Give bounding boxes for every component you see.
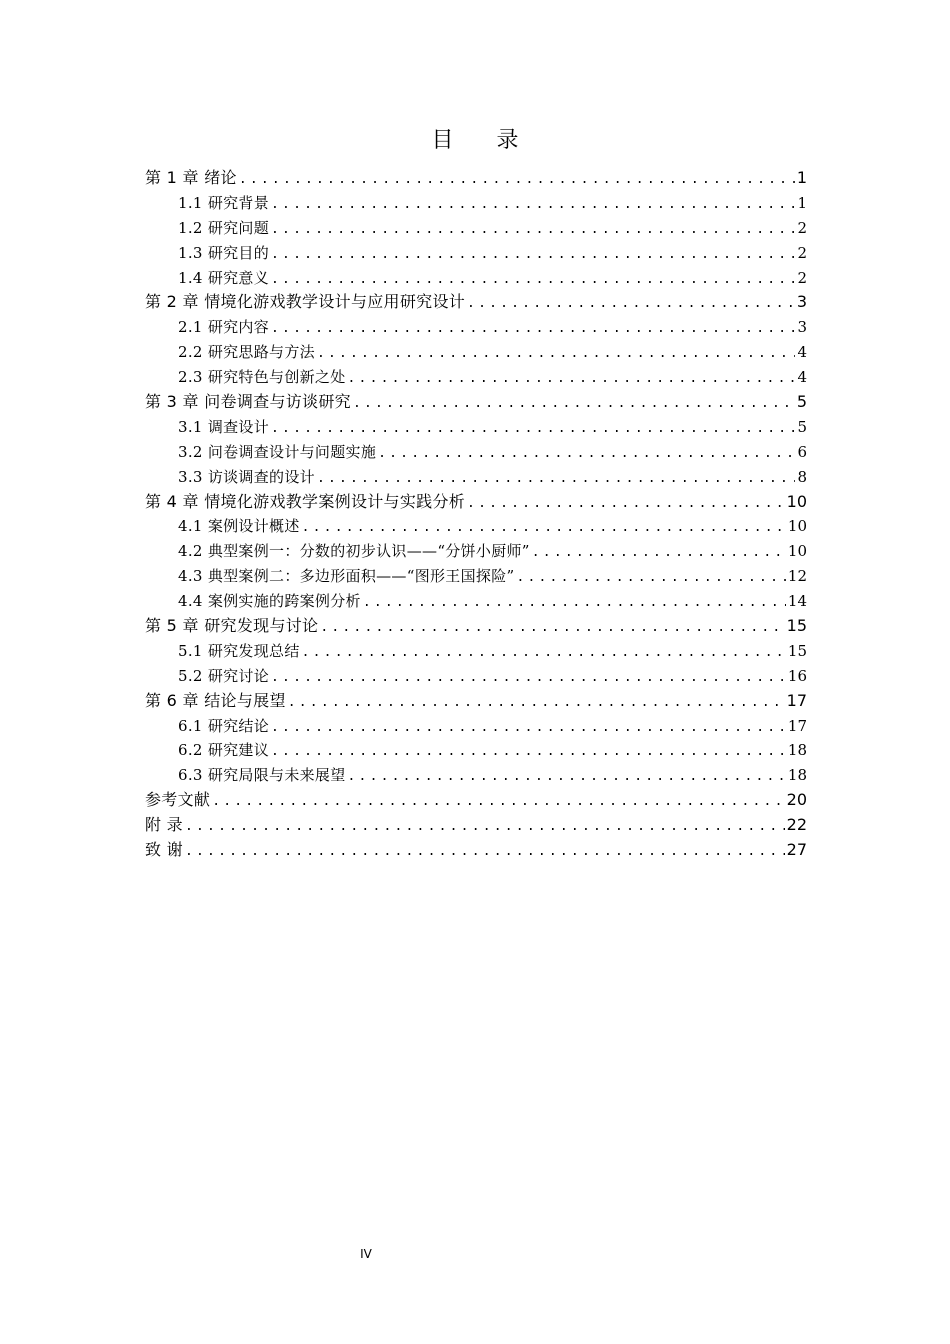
toc-section-entry[interactable] <box>145 241 807 266</box>
toc-entry-page-number: 15 <box>787 641 807 660</box>
toc-chapter-entry[interactable] <box>145 689 807 714</box>
toc-entry-page-number: 20 <box>786 790 807 810</box>
toc-dot-leader <box>317 342 796 367</box>
toc-section-entry[interactable] <box>145 539 807 564</box>
toc-dot-leader <box>516 566 785 591</box>
toc-dot-leader <box>185 815 785 840</box>
toc-section-entry[interactable] <box>145 465 807 490</box>
toc-dot-leader <box>467 492 785 517</box>
toc-entry-label: 第 4 章 情境化游戏教学案例设计与实践分析 <box>145 491 466 511</box>
toc-chapter-entry[interactable] <box>145 838 807 863</box>
toc-chapter-entry[interactable] <box>145 813 807 838</box>
toc-entry-page-number: 3 <box>796 292 807 312</box>
toc-entry-page-number: 1 <box>797 193 807 212</box>
toc-chapter-entry[interactable] <box>145 490 807 515</box>
toc-chapter-entry[interactable] <box>145 390 807 415</box>
toc-section-entry[interactable] <box>145 763 807 788</box>
toc-entry-label: 3.3 访谈调查的设计 <box>178 467 315 486</box>
toc-section-entry[interactable] <box>145 714 807 739</box>
toc-entry-page-number: 8 <box>797 467 807 486</box>
toc-dot-leader <box>288 691 785 716</box>
toc-section-entry[interactable] <box>145 216 807 241</box>
toc-dot-leader <box>302 516 786 541</box>
toc-section-entry[interactable] <box>145 564 807 589</box>
toc-dot-leader <box>348 765 786 790</box>
toc-dot-leader <box>239 168 795 193</box>
toc-entry-page-number: 2 <box>797 218 807 237</box>
toc-entry-page-number: 12 <box>787 567 807 586</box>
toc-entry-label: 附 录 <box>145 815 183 835</box>
toc-entry-page-number: 15 <box>786 616 807 636</box>
toc-entry-label: 6.1 研究结论 <box>178 716 270 735</box>
toc-entry-label: 2.2 研究思路与方法 <box>178 343 315 362</box>
toc-entry-page-number: 17 <box>787 716 807 735</box>
toc-section-entry[interactable] <box>145 514 807 539</box>
toc-entry-label: 1.4 研究意义 <box>178 268 270 287</box>
toc-entry-page-number: 18 <box>787 766 807 785</box>
toc-entry-page-number: 1 <box>796 168 807 187</box>
toc-entry-label: 第 1 章 绪论 <box>145 168 237 187</box>
toc-entry-page-number: 10 <box>787 517 807 536</box>
toc-title: 目 录 <box>431 128 537 153</box>
toc-dot-leader <box>317 467 796 492</box>
toc-entry-label: 第 3 章 问卷调查与访谈研究 <box>145 392 351 412</box>
page-number: IV <box>360 1247 372 1261</box>
toc-dot-leader <box>348 367 796 392</box>
toc-dot-leader <box>271 218 795 243</box>
toc-entry-page-number: 22 <box>786 815 807 835</box>
toc-section-entry[interactable] <box>145 639 807 664</box>
toc-entry-page-number: 5 <box>797 417 807 436</box>
toc-dot-leader <box>212 790 784 815</box>
toc-dot-leader <box>363 591 786 616</box>
toc-entry-label: 参考文献 <box>145 790 211 810</box>
toc-section-entry[interactable] <box>145 415 807 440</box>
toc-entry-label: 2.1 研究内容 <box>178 318 270 337</box>
toc-entry-label: 3.2 问卷调查设计与问题实施 <box>178 442 377 461</box>
toc-entry-page-number: 4 <box>797 343 807 362</box>
toc-dot-leader <box>271 417 795 442</box>
toc-entry-label: 2.3 研究特色与创新之处 <box>178 368 346 387</box>
toc-section-entry[interactable] <box>145 191 807 216</box>
toc-chapter-entry[interactable] <box>145 166 807 191</box>
toc-entry-page-number: 10 <box>786 491 807 511</box>
toc-entry-label: 4.1 案例设计概述 <box>178 517 300 536</box>
toc-chapter-entry[interactable] <box>145 788 807 813</box>
toc-section-entry[interactable] <box>145 738 807 763</box>
toc-entry-page-number: 6 <box>797 442 807 461</box>
toc-dot-leader <box>271 317 795 342</box>
toc-section-entry[interactable] <box>145 266 807 291</box>
toc-section-entry[interactable] <box>145 589 807 614</box>
toc-section-entry[interactable] <box>145 440 807 465</box>
toc-section-entry[interactable] <box>145 315 807 340</box>
toc-entry-label: 第 2 章 情境化游戏教学设计与应用研究设计 <box>145 292 466 312</box>
toc-dot-leader <box>271 740 786 765</box>
toc-entry-page-number: 17 <box>786 690 807 710</box>
toc-section-entry[interactable] <box>145 340 807 365</box>
toc-dot-leader <box>271 243 795 268</box>
toc-dot-leader <box>185 840 785 865</box>
toc-entry-label: 致 谢 <box>145 840 183 860</box>
toc-entry-label: 4.2 典型案例一：分数的初步认识——“分饼小厨师” <box>178 542 530 561</box>
toc-entry-page-number: 2 <box>797 268 807 287</box>
toc-section-entry[interactable] <box>145 365 807 390</box>
toc-entry-page-number: 18 <box>787 741 807 760</box>
toc-entry-label: 第 5 章 研究发现与讨论 <box>145 616 319 636</box>
toc-dot-leader <box>271 716 786 741</box>
toc-entry-page-number: 3 <box>797 318 807 337</box>
toc-chapter-entry[interactable] <box>145 290 807 315</box>
table-of-contents <box>145 166 807 863</box>
toc-entry-page-number: 10 <box>787 542 807 561</box>
toc-entry-label: 4.3 典型案例二：多边形面积——“图形王国探险” <box>178 567 515 586</box>
toc-dot-leader <box>320 616 784 641</box>
toc-entry-label: 5.1 研究发现总结 <box>178 641 300 660</box>
toc-entry-page-number: 14 <box>787 592 807 611</box>
toc-entry-label: 3.1 调查设计 <box>178 417 270 436</box>
toc-dot-leader <box>271 268 795 293</box>
toc-entry-label: 第 6 章 结论与展望 <box>145 690 286 710</box>
toc-entry-page-number: 16 <box>787 666 807 685</box>
toc-section-entry[interactable] <box>145 664 807 689</box>
toc-entry-label: 1.1 研究背景 <box>178 193 270 212</box>
toc-entry-label: 1.3 研究目的 <box>178 243 270 262</box>
toc-dot-leader <box>271 666 786 691</box>
toc-dot-leader <box>378 442 795 467</box>
toc-entry-label: 6.3 研究局限与未来展望 <box>178 766 346 785</box>
toc-dot-leader <box>532 541 786 566</box>
toc-entry-label: 5.2 研究讨论 <box>178 666 270 685</box>
toc-dot-leader <box>353 392 795 417</box>
toc-entry-page-number: 4 <box>797 368 807 387</box>
toc-entry-label: 1.2 研究问题 <box>178 218 270 237</box>
toc-entry-label: 4.4 案例实施的跨案例分析 <box>178 592 361 611</box>
toc-dot-leader <box>302 641 786 666</box>
toc-entry-label: 6.2 研究建议 <box>178 741 270 760</box>
toc-entry-page-number: 5 <box>796 392 807 412</box>
toc-dot-leader <box>467 292 795 317</box>
toc-entry-page-number: 27 <box>786 840 807 860</box>
toc-chapter-entry[interactable] <box>145 614 807 639</box>
toc-entry-page-number: 2 <box>797 243 807 262</box>
toc-dot-leader <box>271 193 795 218</box>
